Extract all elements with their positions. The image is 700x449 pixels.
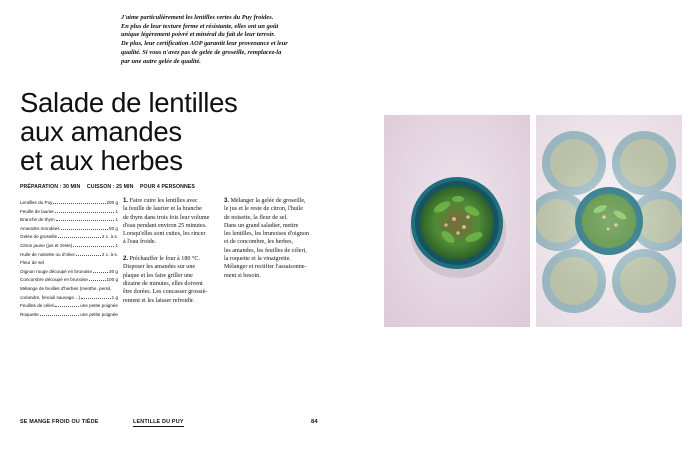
ingredient-row [20,242,118,251]
ingredient-quantity: 100 g [106,277,118,283]
intro-text [121,14,321,66]
preparation-time: PRÉPARATION : 30 MIN [20,184,81,190]
ingredient-row [20,251,118,260]
ingredient-quantity: 30 g [109,268,118,274]
ingredient-name: Feuilles de céleri [20,303,55,309]
ingredient-row [20,216,118,225]
step-line: ment si besoin. [224,272,261,279]
ingredient-name: Huile de noisette ou d'olive [20,251,75,257]
dot-leader [55,306,79,307]
cooking-time: CUISSON : 25 MIN [86,184,134,190]
ingredient-quantity: 1 [115,208,118,214]
servings: POUR 4 PERSONNES [140,184,195,190]
ingredient-quantity: 200 g [106,200,118,205]
step-line: les amandes, les feuilles de céleri, [224,247,307,254]
ingredient-row [20,233,118,242]
ingredient-row [20,225,118,234]
steps-column-1 [123,197,221,305]
ingredient-name: Concombre découpé en brunoise [20,277,88,283]
ingredient-quantity: une petite poignée [80,311,118,317]
ingredient-row [20,311,118,320]
step-line: d'eau pendant environ 25 minutes. [123,222,207,229]
ingredient-name: Oignon rouge découpé en brunoise [20,268,93,274]
ingredient-row [20,294,118,303]
dot-leader [89,280,106,281]
ingredient-quantity: une petite poignée [80,303,118,309]
dot-leader [73,246,114,247]
ingredient-name: Mélange de feuilles d'herbes (menthe, persil, [20,285,112,291]
footer-ingredient-label [133,419,184,425]
ingredient-row [20,276,118,285]
step-line: la feuille de laurier et la branche [123,206,202,213]
ingredient-name: coriandre, fenouil sauvage…) [20,294,81,300]
step-line: les lentilles, les brunoises d'oignon [224,231,309,238]
title-line: et aux herbes [20,145,183,176]
intro-line: par une autre gelée de qualité. [121,57,201,65]
ingredient-name: Feuille de laurier [20,208,54,214]
step-line: Dans un grand saladier, mettre [224,222,299,229]
ingredient-row [20,268,118,277]
step-line: la roquette et la vinaigrette. [224,256,291,263]
step-line: rement et les laisser refroidir. [123,297,195,304]
step-line: de thym dans trois fois leur volume [123,214,210,221]
footer-section-label: SE MANGE FROID OU TIÈDE [20,419,99,425]
dot-leader [56,220,115,221]
ingredient-name: Fleur de sel [20,260,45,266]
ingredients-list [20,199,118,319]
salad-bowl-photo [384,115,530,327]
dot-leader [55,212,114,213]
steps-column-2 [224,197,324,280]
ingredient-row [20,302,118,311]
ingredient-name: Roquette [20,311,39,317]
ingredient-quantity: 2 c. à s. [101,234,118,240]
salad-bowls-collage-photo [536,115,682,327]
step-line: 1. Faire cuire les lentilles avec [123,197,198,204]
recipe-title [20,88,238,175]
step-line: être dorées. Les concasser grossiè- [123,289,208,296]
footer-ingredient-text: LENTILLE DU PUY [133,419,184,425]
step-line: Lorsqu'elles sont cuites, les rincer [123,231,206,238]
intro-line: En plus de leur texture ferme et résistante, elles ont un goût [121,22,279,30]
ingredient-row [20,199,118,208]
ingredient-quantity: 1 g [111,294,118,300]
ingredient-name: Branche de thym [20,217,55,223]
intro-line: De plus, leur certification AOP garantit leur provenance et leur [121,40,288,48]
page-number: 84 [311,419,318,425]
title-line: Salade de lentilles [20,87,238,118]
dot-leader [93,272,108,273]
step-line [123,247,221,255]
dot-leader [58,237,101,238]
dot-leader [40,315,80,316]
ingredient-quantity: 1 [115,242,118,248]
intro-line: qualité. Si vous n'avez pas de gelée de groseille, remplacez-la [121,48,282,56]
step-line: dizaine de minutes, elles doivent [123,280,203,287]
ingredient-name: Citron jaune (jus et zeste) [20,242,73,248]
intro-line: J'aime particulièrement les lentilles vertes du Puy froides. [121,14,274,21]
step-line: 2. Préchauffer le four à 180 °C. [123,255,200,263]
ingredient-name: Amandes mondées [20,225,60,231]
recipe-meta [20,184,200,190]
ingredient-quantity: 2 c. à s. [101,251,118,257]
intro-line: unique légèrement poivré et minéral du fait de leur terroir. [121,31,276,39]
dot-leader [76,255,101,256]
dot-leader [81,298,111,299]
step-line: Mélanger et rectifier l'assaisonne- [224,264,307,271]
ingredient-name: Gelée de groseille [20,234,58,240]
ingredient-row [20,285,118,294]
ingredient-name: Lentilles du Puy [20,200,53,205]
ingredient-quantity: 50 g [109,225,118,231]
salad-bowl-illustration [384,115,530,327]
step-line: le jus et le reste de citron, l'huile [224,206,303,213]
ingredient-row [20,259,118,268]
ingredient-quantity: 1 [115,217,118,223]
step-line: et de concombre, les herbes, [224,239,294,246]
salad-bowls-illustration [536,115,682,327]
step-line: Disposer les amandes sur une [123,264,196,271]
dot-leader [53,203,105,204]
step-line: plaque et les faire griller une [123,272,193,279]
title-line: aux amandes [20,116,182,147]
ingredient-row [20,208,118,217]
step-line: de noisette, la fleur de sel. [224,214,288,221]
step-line: 3. Mélanger la gelée de groseille, [224,197,306,204]
dot-leader [61,229,108,230]
step-line: à l'eau froide. [123,239,157,246]
